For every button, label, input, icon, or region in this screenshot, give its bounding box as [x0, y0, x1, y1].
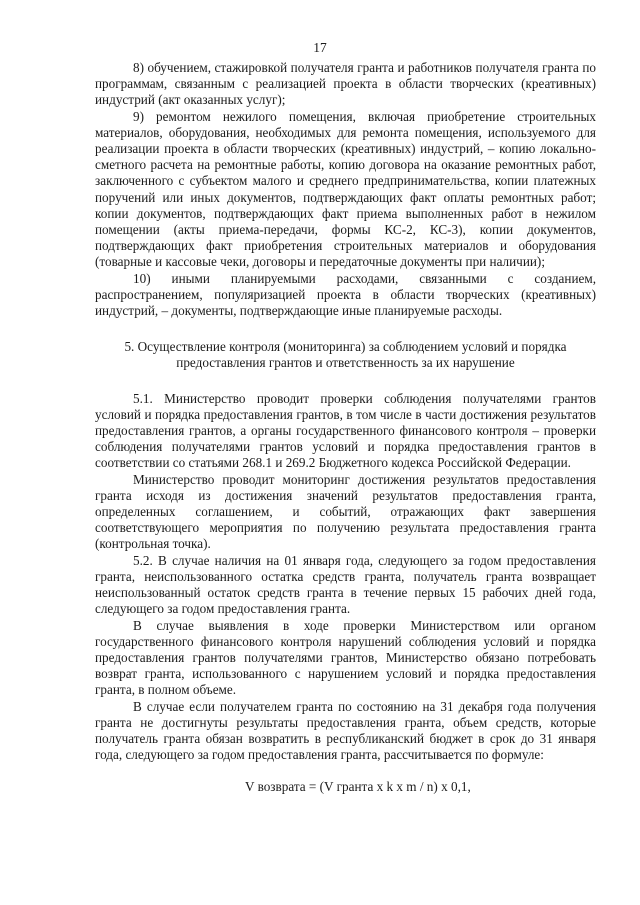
page-number: 17: [313, 40, 327, 55]
document-body: [95, 60, 596, 796]
list-item-8: 8) обучением, стажировкой получателя гранта и работников получателя гранта по программам, связанным с реализацией проекта в области творческих (креативных) индустрий (акт оказанных услуг);: [95, 60, 596, 108]
paragraph-results-return: В случае если получателем гранта по состоянию на 31 декабря года получения гранта не достигнуты результаты предоставления гранта, объем средств, которые получатель гранта обязан возвратить в республиканский бюджет в срок до 31 января года, следующего за годом предоставления гранта, рассчитывается по формуле:: [95, 698, 596, 763]
paragraph-5-2: 5.2. В случае наличия на 01 января года, следующего за годом предоставления гранта, неиспользованного остатка средств гранта, получатель гранта возвращает неиспользованный остаток средств гранта в течение первых 15 рабочих дней года, следующего за годом предоставления гранта.: [95, 552, 596, 617]
section-heading: 5. Осуществление контроля (мониторинга) за соблюдением условий и порядка предоставления грантов и ответственность за их нарушение: [124, 339, 567, 371]
list-item-9: 9) ремонтом нежилого помещения, включая приобретение строительных материалов, оборудования, необходимых для ремонта помещения, используемого для реализации проекта в области творческих (креативных) индустрий, – копию локально-сметного расчета на ремонтные работы, копию договора на оказание ремонтных работ, заключенного с субъектом малого и среднего предпринимательства, копии платежных поручений или иных документов, подтверждающих факт оплаты ремонтных работ; копии документов, подтверждающих факт приема выполненных работ в нежилом помещении (акты приема-передачи, формы КС-2, КС-3), копии документов, подтверждающих факт приобретения строительных материалов и оборудования (товарные и кассовые чеки, договоры и передаточные документы при наличии);: [95, 108, 596, 270]
return-formula: V возврата = (V гранта x k x m / n) x 0,1,: [245, 779, 471, 795]
paragraph-monitoring: Министерство проводит мониторинг достижения результатов предоставления гранта исходя из достижения значений результатов предоставления гранта, определенных соглашением, и событий, отражающих факт завершения соответствующего мероприятия по получению результата предоставления гранта (контрольная точка).: [95, 471, 596, 552]
list-item-10: 10) иными планируемыми расходами, связанными с созданием, распространением, популяризацией проекта в области творческих (креативных) индустрий, – документы, подтверждающие иные планируемые расходы.: [95, 270, 596, 319]
paragraph-5-1: 5.1. Министерство проводит проверки соблюдения получателями грантов условий и порядка предоставления грантов, в том числе в части достижения результатов предоставления грантов, а органы государственного финансового контроля – проверки соблюдения получателями грантов условий и порядка предоставления грантов в соответствии со статьями 268.1 и 269.2 Бюджетного кодекса Российской Федерации.: [95, 390, 596, 471]
paragraph-violation-return: В случае выявления в ходе проверки Министерством или органом государственного финансового контроля нарушений соблюдения условий и порядка предоставления грантов получателями грантов, Министерство обязано потребовать возврат гранта, использованного с нарушением условий и порядка предоставления гранта, в полном объеме.: [95, 617, 596, 698]
